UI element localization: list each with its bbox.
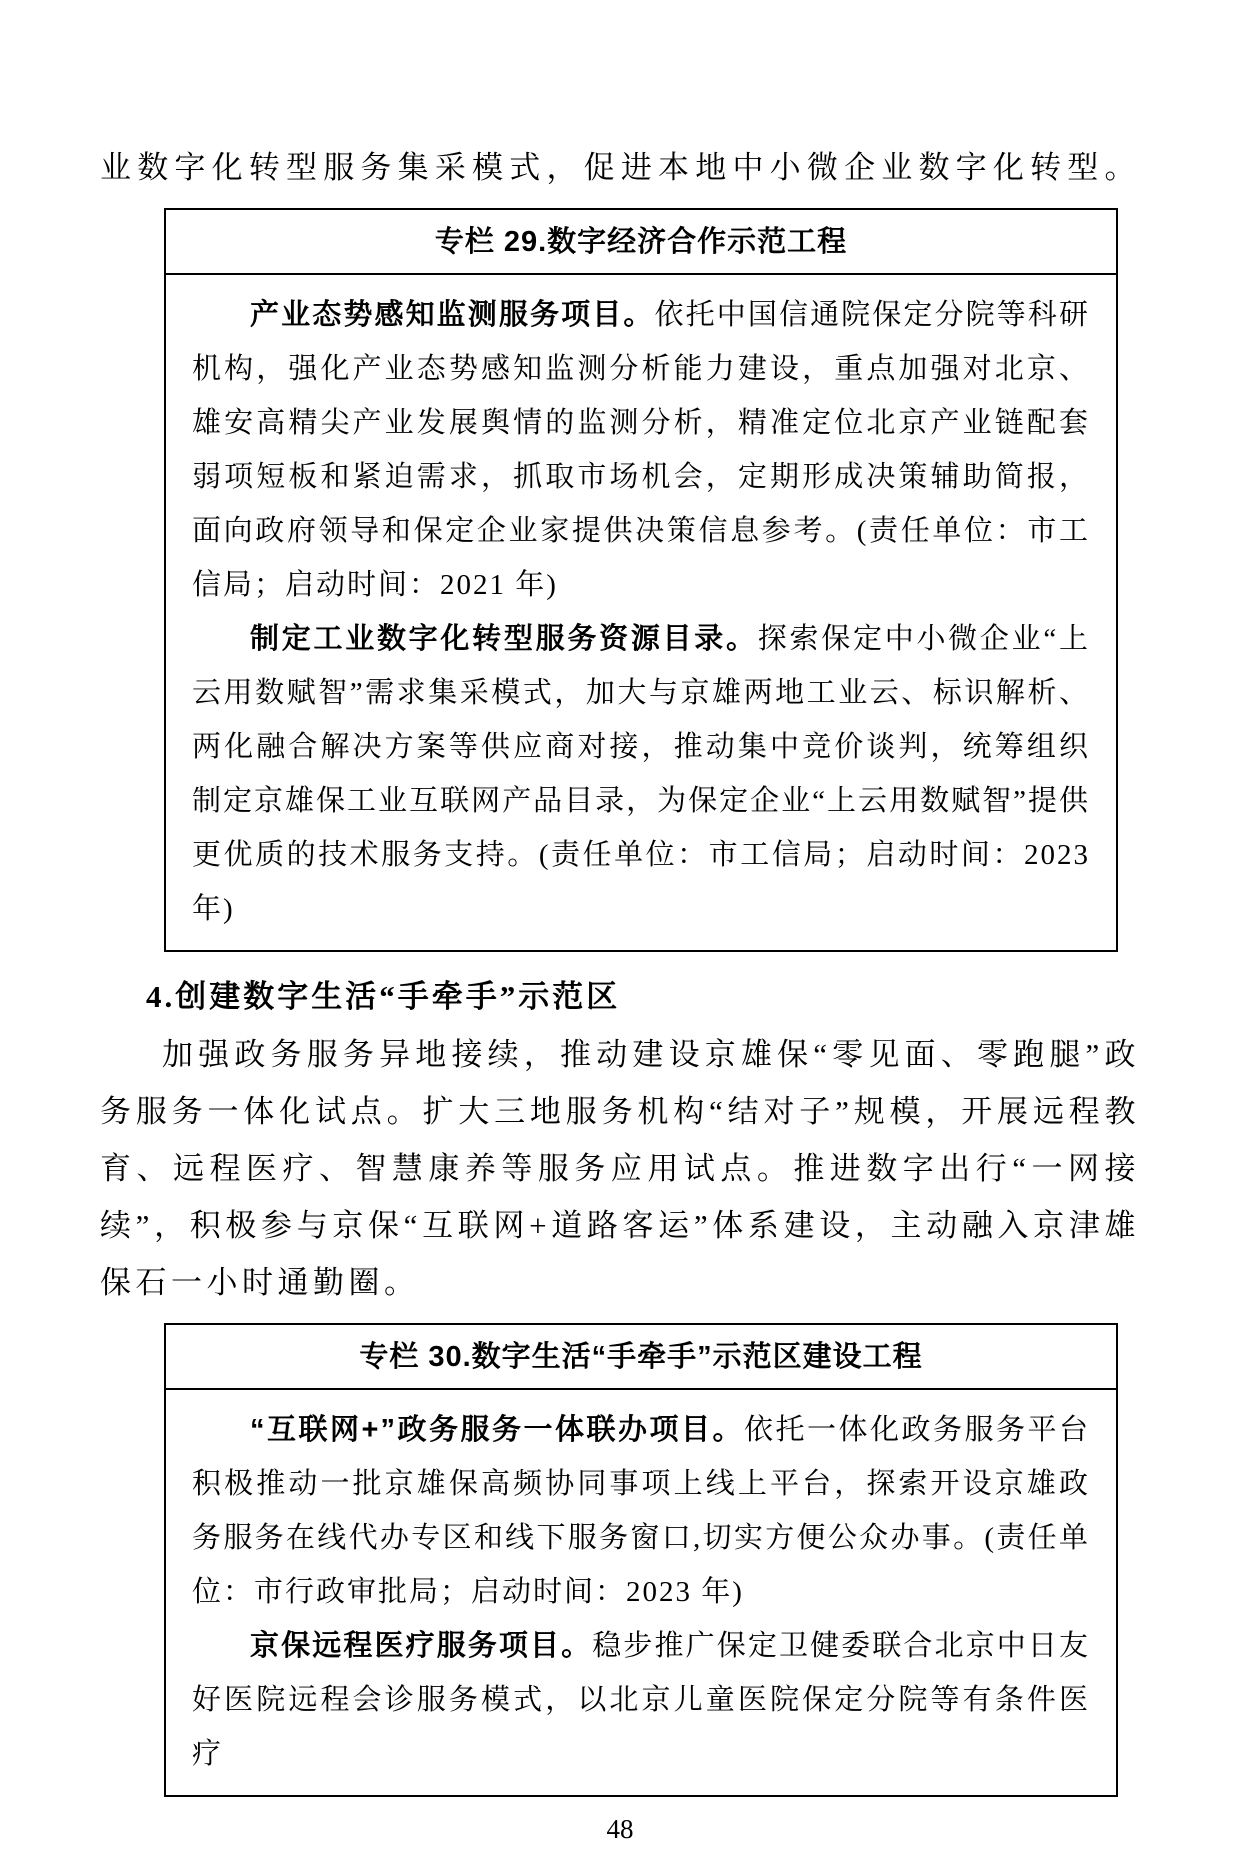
box-30-paragraph-2 bbox=[192, 1619, 1090, 1781]
box-30-paragraph-1-lead: “互联网+”政务服务一体联办项目。 bbox=[250, 1414, 744, 1446]
box-30-paragraph-1 bbox=[192, 1403, 1090, 1619]
box-29-title: 专栏 29.数字经济合作示范工程 bbox=[166, 210, 1116, 275]
box-30-content bbox=[166, 1390, 1116, 1795]
section-heading: 4.创建数字生活“手牵手”示范区 bbox=[146, 979, 621, 1014]
box-30-paragraph-1-body: 依托一体化政务服务平台积极推动一批京雄保高频协同事项上线上平台，探索开设京雄政务服务在线代办专区和线下服务窗口,切实方便公众办事。(责任单位：市行政审批局；启动时间：2023 年) bbox=[192, 1414, 1090, 1608]
box-30-paragraph-2-body: 稳步推广保定卫健委联合北京中日友好医院远程会诊服务模式，以北京儿童医院保定分院等有条件医疗 bbox=[192, 1630, 1090, 1770]
box-29-paragraph-2-lead: 制定工业数字化转型服务资源目录。 bbox=[250, 623, 758, 655]
box-29 bbox=[164, 208, 1118, 952]
page-number: 48 bbox=[606, 1814, 634, 1844]
box-29-content bbox=[166, 275, 1116, 950]
body-paragraph: 加强政务服务异地接续，推动建设京雄保“零见面、零跑腿”政务服务一体化试点。扩大三地服务机构“结对子”规模，开展远程教育、远程医疗、智慧康养等服务应用试点。推进数字出行“一网接续”，积极参与京保“互联网+道路客运”体系建设，主动融入京津雄保石一小时通勤圈。 bbox=[100, 1037, 1140, 1300]
box-29-paragraph-1-body: 依托中国信通院保定分院等科研机构，强化产业态势感知监测分析能力建设，重点加强对北京、雄安高精尖产业发展舆情的监测分析，精准定位北京产业链配套弱项短板和紧迫需求，抓取市场机会，定期形成决策辅助简报，面向政府领导和保定企业家提供决策信息参考。(责任单位：市工信局；启动时间：2021 年) bbox=[192, 299, 1090, 601]
intro-text: 业数字化转型服务集采模式，促进本地中小微企业数字化转型。 bbox=[100, 150, 1140, 185]
box-29-paragraph-2-body: 探索保定中小微企业“上云用数赋智”需求集采模式，加大与京雄两地工业云、标识解析、两化融合解决方案等供应商对接，推动集中竞价谈判，统筹组织制定京雄保工业互联网产品目录，为保定企业“上云用数赋智”提供更优质的技术服务支持。(责任单位：市工信局；启动时间：2023 年) bbox=[192, 623, 1090, 925]
box-29-paragraph-1-lead: 产业态势感知监测服务项目。 bbox=[250, 299, 655, 331]
box-29-paragraph-2 bbox=[192, 612, 1090, 936]
box-30-title: 专栏 30.数字生活“手牵手”示范区建设工程 bbox=[166, 1325, 1116, 1390]
box-29-paragraph-1 bbox=[192, 288, 1090, 612]
box-30 bbox=[164, 1323, 1118, 1797]
box-30-paragraph-2-lead: 京保远程医疗服务项目。 bbox=[250, 1630, 593, 1662]
